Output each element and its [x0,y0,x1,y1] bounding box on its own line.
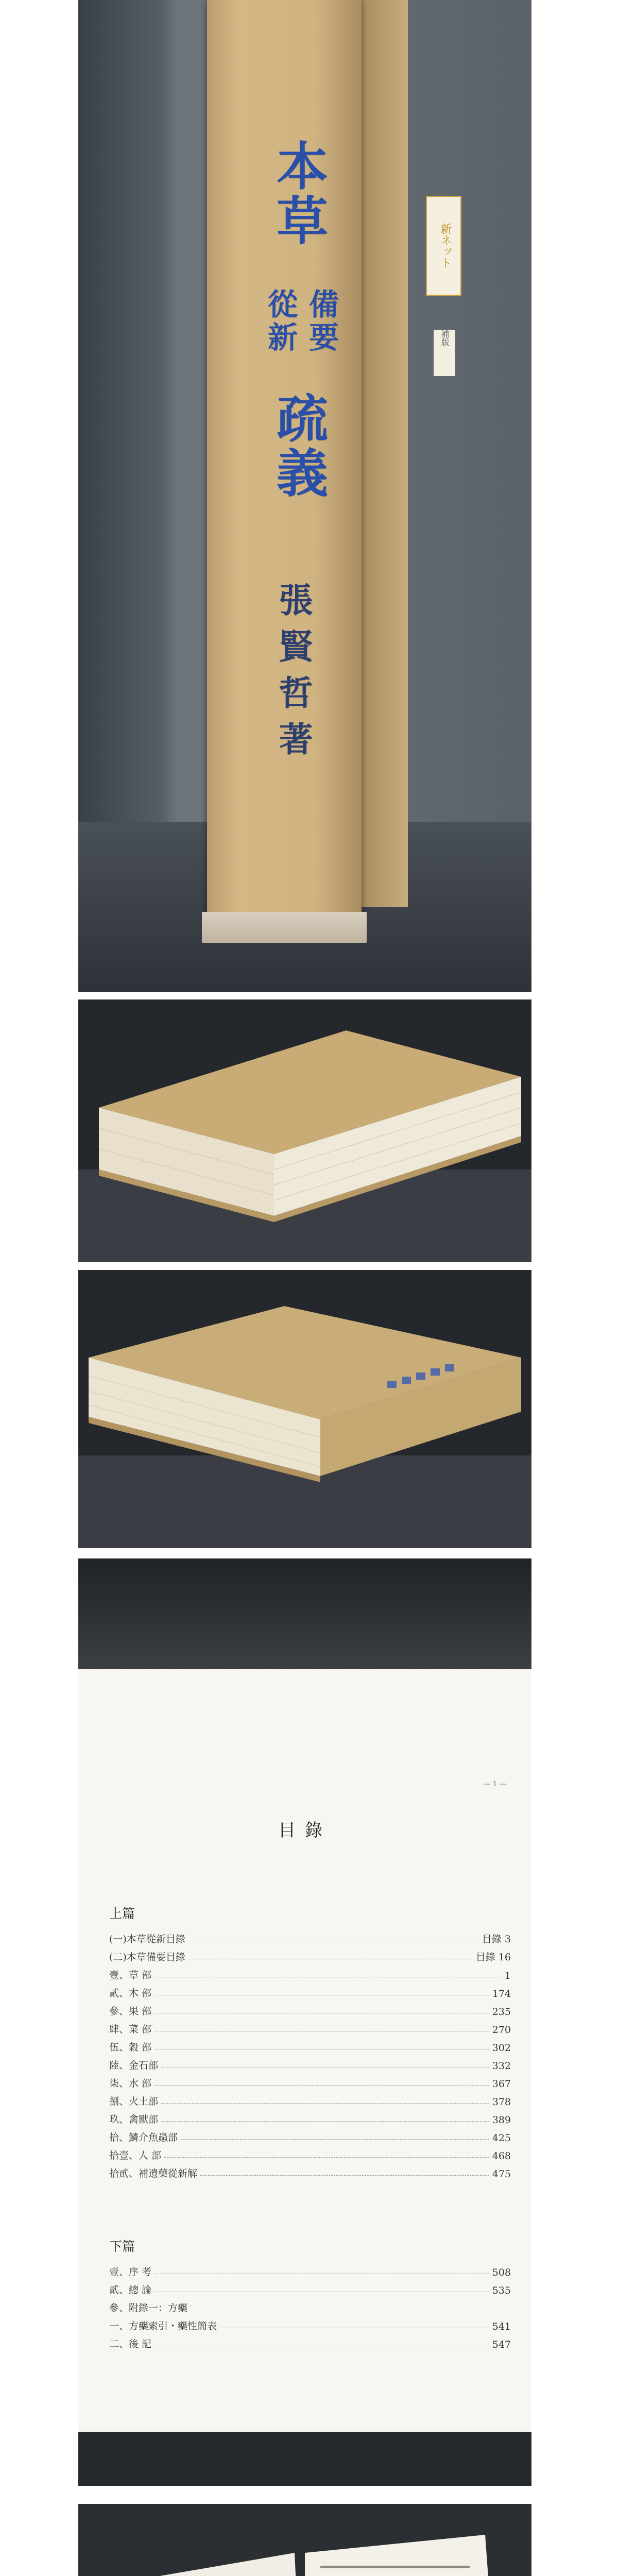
toc-section-lower: 下篇 [109,2239,135,2254]
spine-title-top: 本草 [268,139,329,248]
toc-row-label: 拾壹、人 部 [109,2150,162,2161]
toc-row [109,2018,511,2036]
toc-row-page: 541 [492,2321,511,2332]
toc-row-label: 柒、水 部 [109,2078,152,2089]
toc-row [109,2090,511,2108]
toc-row-label: 捌、火土部 [109,2096,159,2107]
small-sticker: 補版 [434,330,455,376]
spine-title-bottom: 疏義 [268,392,329,501]
toc-row [109,1927,511,1945]
book-side-illustration-1 [78,999,531,1262]
toc-row-page: 508 [492,2267,511,2278]
spine-author: 張賢哲著 [273,582,313,768]
toc-page-number: — 1 — [483,1780,507,1788]
toc-upper-rows [109,1927,511,2180]
toc-row-label: 肆、菜 部 [109,2024,152,2035]
toc-row-label: 壹、序 考 [109,2266,152,2278]
toc-row-page: 332 [492,2060,511,2072]
toc-lower-rows [109,2260,511,2350]
toc-row-label: 伍、穀 部 [109,2042,152,2053]
toc-row-page: 235 [492,2006,511,2018]
toc-row-label: 二、後 記 [109,2338,152,2350]
open-book-illustration-1 [78,2504,531,2576]
page-block [362,0,408,907]
toc-row-label: (二)本草備要目錄 [109,1952,185,1963]
book-side-photo-2 [78,1270,531,1548]
toc-row [109,2314,511,2332]
toc-row-page: 468 [492,2150,511,2162]
toc-row-label: 拾、鱗介魚蟲部 [109,2132,178,2143]
spine-base [202,912,367,943]
toc-row-page: 174 [492,1988,511,1999]
toc-row [109,1999,511,2018]
toc-row-page: 1 [504,1970,511,1981]
toc-row-label: 玖、禽獸部 [109,2114,159,2125]
book-side-photo-1 [78,999,531,1262]
toc-row-label: 參、果 部 [109,2006,152,2017]
open-book-photo-1 [78,2504,531,2576]
toc-row [109,2036,511,2054]
toc-row [109,1981,511,1999]
toc-row-label: 壹、草 部 [109,1970,152,1981]
toc-row [109,2108,511,2126]
toc-row-page: 目錄 16 [475,1952,511,1963]
toc-section-upper: 上篇 [109,1906,135,1921]
label-sticker: 新ネット [426,196,461,296]
toc-row-label: 貳、總 論 [109,2284,152,2296]
toc-row-label: (一)本草從新目錄 [109,1934,185,1945]
toc-row [109,2296,511,2314]
toc-row-label: 一、方藥索引・藥性簡表 [109,2320,217,2332]
toc-row [109,2278,511,2296]
toc-row-page: 425 [492,2132,511,2144]
toc-row-label: 貳、木 部 [109,1988,152,1999]
toc-row-page: 270 [492,2024,511,2036]
spine-photo [78,0,531,992]
toc-row-page: 547 [492,2339,511,2350]
toc-row [109,2260,511,2278]
toc-row-page: 378 [492,2096,511,2108]
toc-row [109,2072,511,2090]
toc-title: 目錄 [278,1820,332,1841]
toc-row [109,2054,511,2072]
toc-row [109,2144,511,2162]
toc-row-page: 367 [492,2078,511,2090]
toc-row-page: 535 [492,2285,511,2296]
spine-subtitle-left: 從新 [263,289,298,354]
toc-row [109,1945,511,1963]
toc-row [109,2162,511,2180]
toc-row-page: 389 [492,2114,511,2126]
toc-row-page: 475 [492,2168,511,2180]
dark-top-strip [78,1558,531,1669]
toc-row-page: 302 [492,2042,511,2054]
toc-row [109,1963,511,1981]
toc-row [109,2332,511,2350]
book-side-illustration-2 [78,1270,531,1548]
toc-list [109,1899,511,2350]
toc-photo [78,1558,531,2486]
toc-row-label: 參、附錄一：方藥 [109,2302,188,2314]
toc-row-label: 拾貳、補遺藥從新解 [109,2168,198,2179]
toc-row-page: 目錄 3 [482,1934,511,1945]
spine-subtitle-right: 備要 [304,289,339,354]
toc-row-label: 陸、金石部 [109,2060,159,2071]
toc-row [109,2126,511,2144]
